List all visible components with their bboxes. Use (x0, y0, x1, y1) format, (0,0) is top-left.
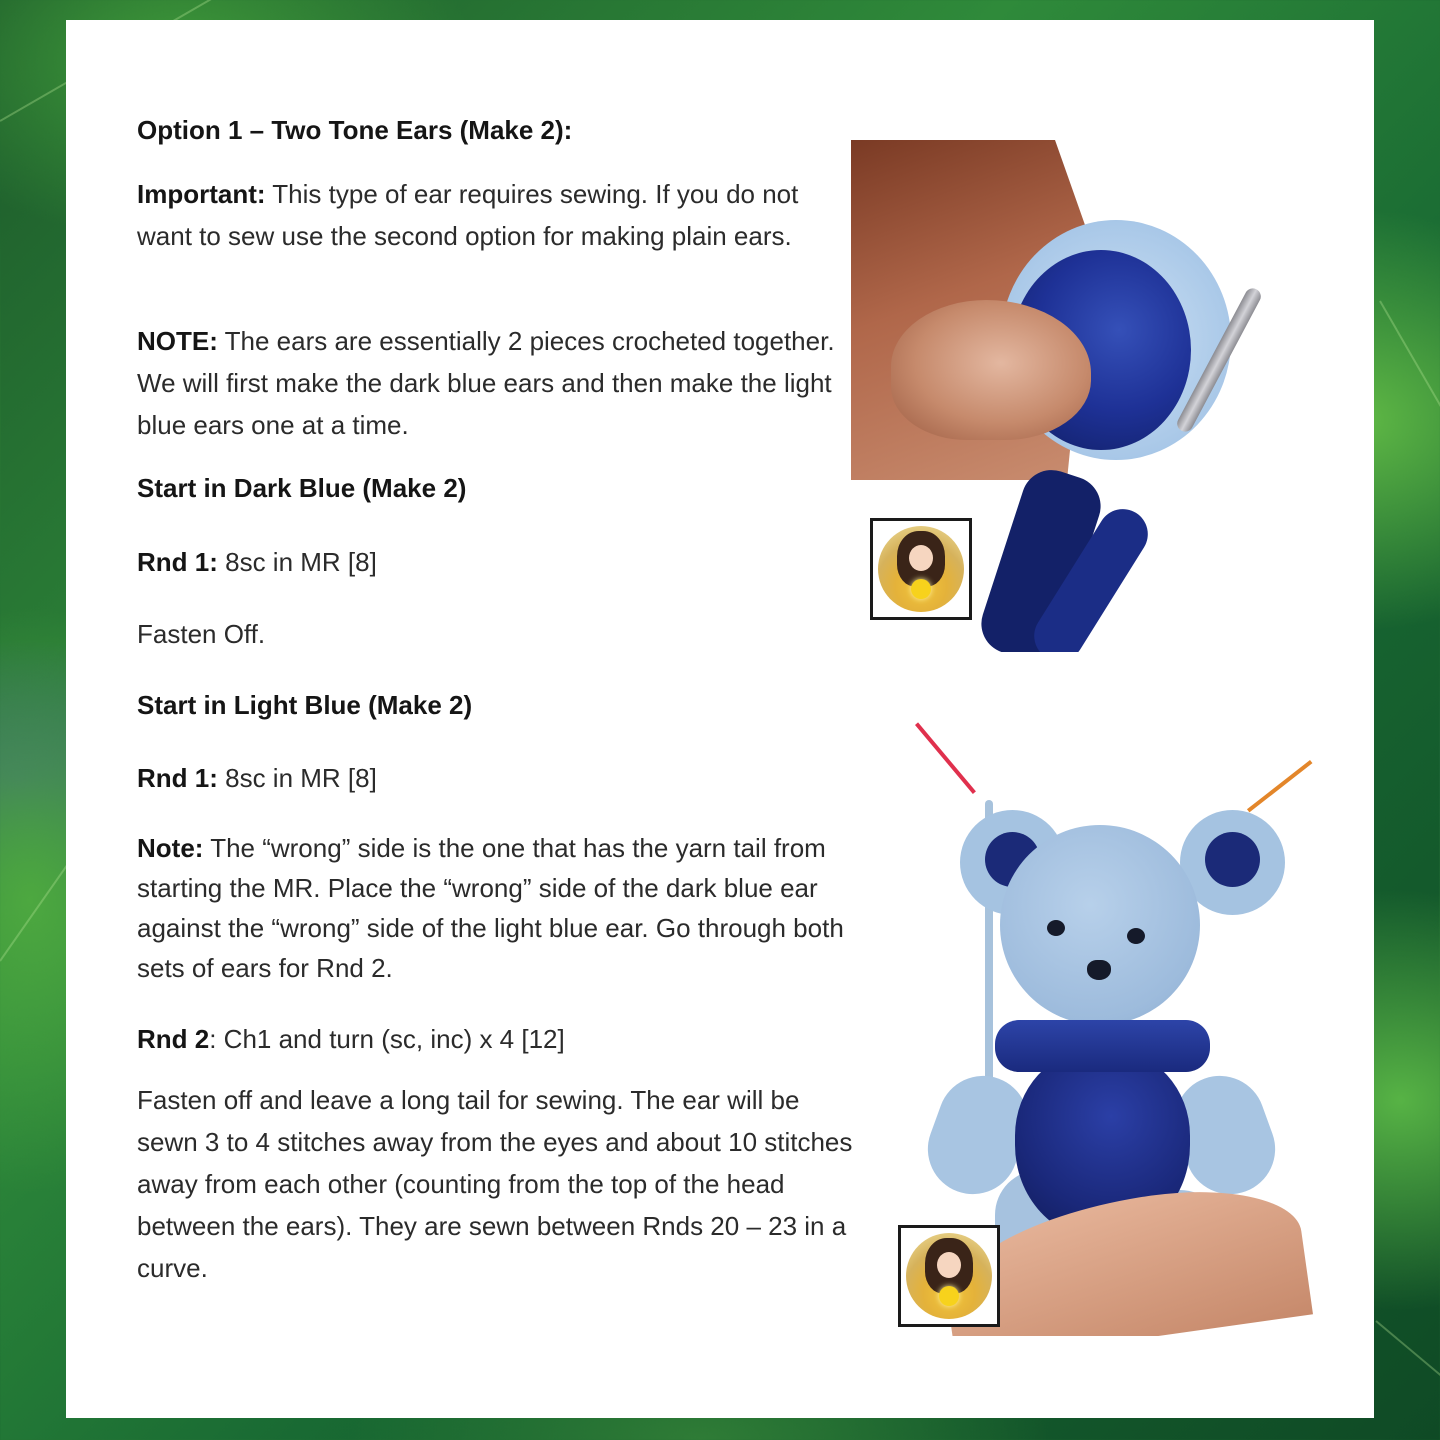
logo-face (937, 1252, 961, 1278)
rnd1-label: Rnd 1: (137, 547, 218, 577)
leaf-vein (1379, 301, 1440, 475)
important-label: Important: (137, 179, 266, 209)
rnd1-text: 8sc in MR [8] (217, 763, 377, 793)
note-paragraph (137, 320, 857, 446)
logo-orb (939, 1286, 959, 1306)
important-text: This type of ear requires sewing. If you do not want to sew use the second option for making plain ears. (137, 179, 799, 251)
red-pin (915, 722, 976, 794)
logo-face (909, 545, 933, 571)
rnd2-label: Rnd 2 (137, 1024, 210, 1054)
bear-eye (1127, 928, 1145, 944)
bear-head (1000, 825, 1200, 1025)
ear-inner (1205, 832, 1260, 887)
dark-blue-heading: Start in Dark Blue (Make 2) (137, 473, 467, 503)
wrong-side-note (137, 828, 857, 988)
note-text: The ears are essentially 2 pieces crocheted together. We will first make the dark blue ears and then make the light blue ears one at a time. (137, 326, 835, 440)
pattern-card (66, 20, 1374, 1418)
finishing-paragraph: Fasten off and leave a long tail for sewing. The ear will be sewn 3 to 4 stitches away from the eyes and about 10 stitches away from each other (counting from the top of the head between the ears). They are sewn between Rnds 20 – 23 in a curve. (137, 1085, 853, 1283)
logo-orb (911, 579, 931, 599)
note-label: NOTE: (137, 326, 218, 356)
fasten-off-text: Fasten Off. (137, 619, 266, 649)
leaf-vein (1375, 1320, 1440, 1399)
note-text: The “wrong” side is the one that has the yarn tail from starting the MR. Place the “wrong” side of the dark blue ear against the “wrong” side of the light blue ear. Go through both sets of ears for Rnd 2. (137, 833, 844, 983)
section-title: Option 1 – Two Tone Ears (Make 2): (137, 115, 573, 145)
bear-nose (1087, 960, 1111, 980)
watermark-logo (870, 518, 972, 620)
bear-scarf (995, 1020, 1210, 1072)
note-label: Note: (137, 833, 204, 863)
light-blue-heading: Start in Light Blue (Make 2) (137, 690, 473, 720)
rnd1-text: 8sc in MR [8] (217, 547, 377, 577)
dark-blue-rnd1 (137, 541, 857, 583)
rnd1-label: Rnd 1: (137, 763, 218, 793)
watermark-logo (898, 1225, 1000, 1327)
rnd2-instruction (137, 1018, 857, 1060)
bear-eye (1047, 920, 1065, 936)
rnd2-text: : Ch1 and turn (sc, inc) x 4 [12] (209, 1024, 565, 1054)
light-blue-rnd1 (137, 757, 857, 799)
thumb (891, 300, 1091, 440)
orange-pin (1247, 760, 1313, 812)
important-paragraph (137, 173, 857, 257)
